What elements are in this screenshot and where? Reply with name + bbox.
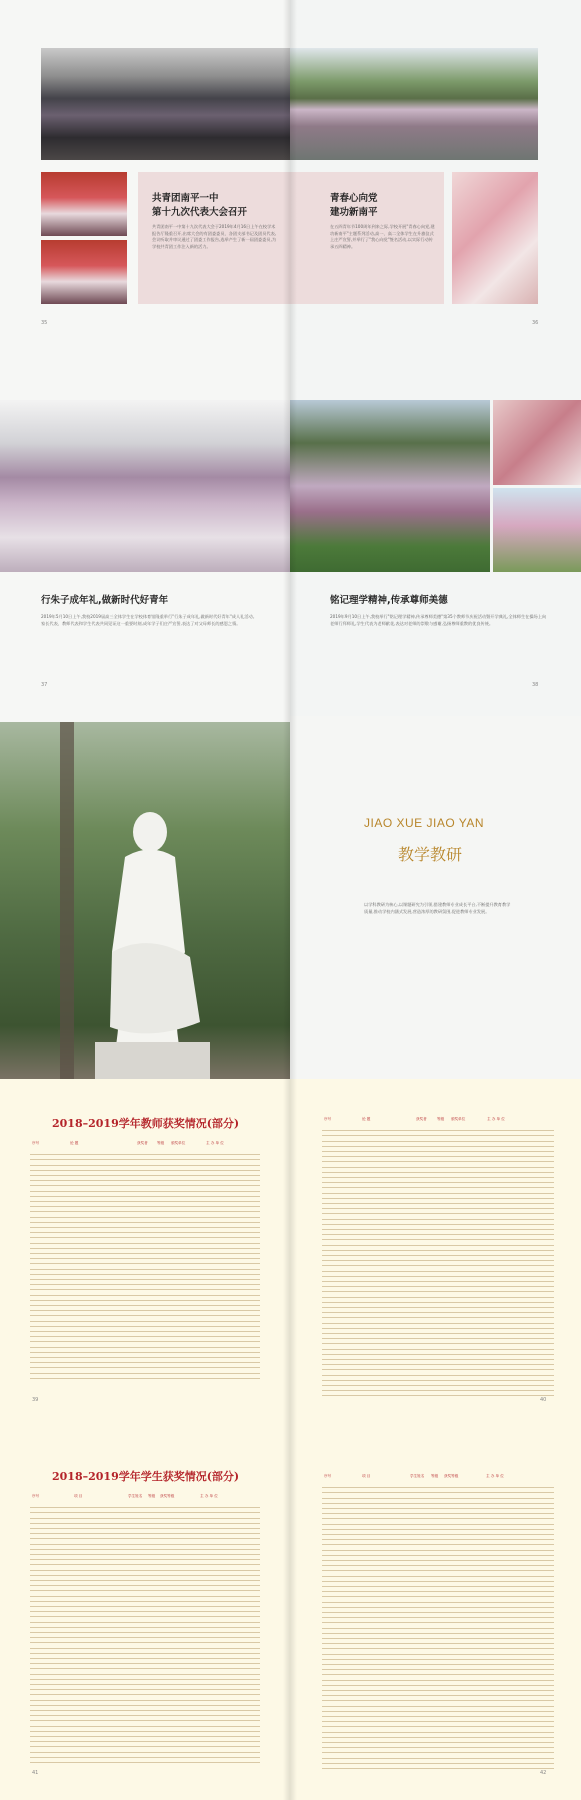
photo-stage-ballot bbox=[41, 240, 127, 304]
col-organizer: 主 办 单 位 bbox=[206, 1141, 224, 1145]
page-number: 35 bbox=[41, 320, 48, 326]
col-winner: 获奖者 bbox=[137, 1141, 148, 1145]
photo-coming-of-age-ceremony bbox=[0, 400, 290, 572]
page-42 bbox=[290, 1440, 581, 1800]
col-project: 项 目 bbox=[74, 1494, 83, 1498]
page-36 bbox=[290, 0, 581, 358]
page-number: 41 bbox=[32, 1770, 39, 1776]
page-38 bbox=[290, 358, 581, 716]
spread-1 bbox=[0, 0, 581, 358]
section-en-title: JIAO XUE JIAO YAN bbox=[364, 816, 485, 830]
col-organizer: 主 办 单 位 bbox=[487, 1117, 505, 1121]
col-level: 等级 bbox=[148, 1494, 156, 1498]
student-awards-title: 2018–2019学年学生获奖情况(部分) bbox=[52, 1470, 240, 1483]
col-winner: 获奖者 bbox=[416, 1117, 427, 1121]
col-topic: 论 题 bbox=[70, 1141, 79, 1145]
page-41 bbox=[0, 1440, 290, 1800]
col-no: 序号 bbox=[324, 1117, 332, 1121]
table-row bbox=[322, 1763, 554, 1769]
photo-field-bow bbox=[290, 400, 490, 572]
article-title: 行朱子成年礼,做新时代好青年 bbox=[41, 595, 169, 606]
article-body: 2019年9月10日上午,我校举行"铭记理学精神,传承尊师美德"第35个教师节庆祝活动暨开学典礼,全体师生在操场上向老师行拜师礼,学生代表为老师献花,表达对老师的崇敬与感谢,弘扬尊师重教的优良传统。 bbox=[330, 614, 547, 626]
table-row bbox=[30, 1757, 260, 1763]
col-issuer: 颁奖单位 bbox=[171, 1141, 186, 1145]
article-body: 2019年5月10日上午,我校2019届高三全体学生在学校体育馆隆重举行"行朱子成年礼,做新时代好青年"成人礼活动。家长代表、教师代表和学生代表共同见证这一重要时刻,成年学子们庄严宣誓,表达了对父母师长的感恩之情。 bbox=[41, 614, 257, 626]
page-39 bbox=[0, 1079, 290, 1440]
page-number: 42 bbox=[540, 1770, 547, 1776]
spread-3 bbox=[0, 716, 581, 1079]
col-no: 序号 bbox=[32, 1494, 40, 1498]
col-level: 等级 bbox=[157, 1141, 165, 1145]
col-level: 等级 bbox=[437, 1117, 445, 1121]
article-body: 在五四青年节100周年到来之际,学校开展"青春心向党,建功新南平"主题系列活动,高一、高二全体学生在升旗仪式上庄严宣誓,并举行了"我心向党"签名活动,以实际行动传承五四精神。 bbox=[330, 224, 435, 249]
photo-assembly-hall bbox=[41, 48, 290, 160]
photo-statue bbox=[0, 722, 290, 1079]
section-cn-title: 教学教研 bbox=[398, 845, 463, 864]
section-intro: 以学科教研为核心,以课题研究为引领,搭建教师专业成长平台,不断提升教育教学质量,推动学校内涵式发展,营造浓厚的教研氛围,促进教师专业发展。 bbox=[364, 902, 511, 914]
page-number: 37 bbox=[41, 682, 48, 688]
photo-peach-blossom bbox=[493, 488, 581, 572]
article-body: 共青团南平一中第十九次代表大会于2019年4月16日上午在校学术报告厅隆重召开,出席大会的有团委委员、各团支部书记及团员代表,会议听取并审议通过了团委工作报告,选举产生了新一届团委委员,为学校共青团工作注入新的活力。 bbox=[152, 224, 277, 249]
statue-figure bbox=[0, 722, 290, 1079]
col-student: 学生姓名 bbox=[410, 1474, 425, 1478]
col-award: 获奖等级 bbox=[160, 1494, 175, 1498]
col-issuer: 颁奖单位 bbox=[451, 1117, 466, 1121]
article-title-line1: 青春心向党 bbox=[330, 193, 378, 204]
article-title-line2: 建功新南平 bbox=[330, 207, 378, 218]
photo-outdoor-oath bbox=[290, 48, 538, 160]
teacher-awards-title: 2018–2019学年教师获奖情况(部分) bbox=[52, 1117, 240, 1130]
page-number: 38 bbox=[532, 682, 539, 688]
photo-stage-speech bbox=[41, 172, 127, 236]
page-section-cover bbox=[290, 716, 581, 1079]
col-award: 获奖等级 bbox=[444, 1474, 459, 1478]
col-topic: 论 题 bbox=[362, 1117, 371, 1121]
page-number: 39 bbox=[32, 1397, 39, 1403]
col-organizer: 主 办 单 位 bbox=[200, 1494, 218, 1498]
photo-signature-wall bbox=[452, 172, 538, 304]
page-statue bbox=[0, 716, 290, 1079]
page-37 bbox=[0, 358, 290, 716]
caption-box bbox=[138, 172, 290, 304]
col-level: 等级 bbox=[431, 1474, 439, 1478]
article-title-line2: 第十九次代表大会召开 bbox=[152, 207, 248, 218]
table-row bbox=[30, 1373, 260, 1379]
col-organizer: 主 办 单 位 bbox=[486, 1474, 504, 1478]
col-no: 序号 bbox=[32, 1141, 40, 1145]
article-title: 铭记理学精神,传承尊师美德 bbox=[330, 595, 448, 606]
page-number: 36 bbox=[532, 320, 539, 326]
col-no: 序号 bbox=[324, 1474, 332, 1478]
page-number: 40 bbox=[540, 1397, 547, 1403]
page-35 bbox=[0, 0, 290, 358]
photo-teacher-wall bbox=[493, 400, 581, 485]
spread-4 bbox=[0, 1079, 581, 1440]
article-title-line1: 共青团南平一中 bbox=[152, 193, 219, 204]
spread-5 bbox=[0, 1440, 581, 1800]
spread-2 bbox=[0, 358, 581, 716]
table-row bbox=[322, 1390, 554, 1396]
caption-box bbox=[290, 172, 444, 304]
col-project: 项 目 bbox=[362, 1474, 371, 1478]
col-student: 学生姓名 bbox=[128, 1494, 143, 1498]
page-40 bbox=[290, 1079, 581, 1440]
